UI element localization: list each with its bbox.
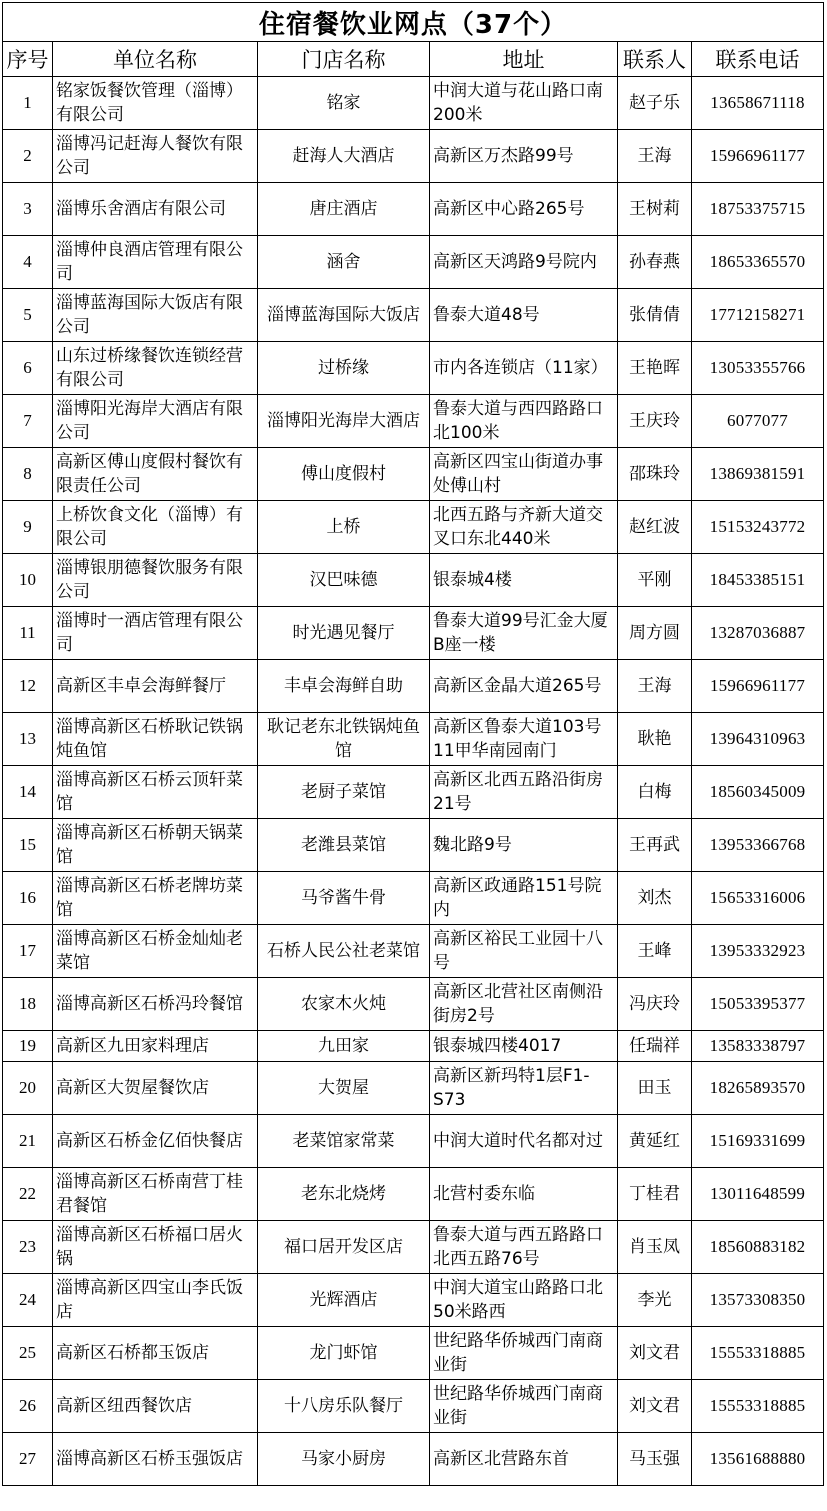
- cell-store-name: 马家小厨房: [258, 1433, 430, 1486]
- cell-no: 18: [3, 978, 53, 1031]
- cell-contact-person: 耿艳: [618, 713, 692, 766]
- cell-contact-person: 赵子乐: [618, 77, 692, 130]
- cell-store-name: 淄博蓝海国际大饭店: [258, 289, 430, 342]
- cell-no: 26: [3, 1380, 53, 1433]
- cell-no: 1: [3, 77, 53, 130]
- table-row: [3, 766, 824, 819]
- cell-store-name: 涵舍: [258, 236, 430, 289]
- table-row: [3, 77, 824, 130]
- cell-contact-person: 李光: [618, 1274, 692, 1327]
- cell-contact-person: 赵红波: [618, 501, 692, 554]
- table-row: [3, 501, 824, 554]
- cell-store-name: 时光遇见餐厅: [258, 607, 430, 660]
- cell-unit-name: 淄博高新区石桥金灿灿老菜馆: [53, 925, 258, 978]
- cell-contact-person: 刘文君: [618, 1380, 692, 1433]
- cell-phone: 15966961177: [692, 660, 824, 713]
- cell-unit-name: 高新区纽西餐饮店: [53, 1380, 258, 1433]
- cell-no: 21: [3, 1115, 53, 1168]
- cell-no: 9: [3, 501, 53, 554]
- cell-store-name: 淄博阳光海岸大酒店: [258, 395, 430, 448]
- header-unit-name: 单位名称: [53, 42, 258, 77]
- header-phone: 联系电话: [692, 42, 824, 77]
- table-row: [3, 660, 824, 713]
- cell-phone: 13953366768: [692, 819, 824, 872]
- cell-contact-person: 张倩倩: [618, 289, 692, 342]
- table-row: [3, 1221, 824, 1274]
- cell-unit-name: 淄博乐舍酒店有限公司: [53, 183, 258, 236]
- cell-unit-name: 淄博高新区四宝山李氏饭店: [53, 1274, 258, 1327]
- cell-address: 高新区北西五路沿街房21号: [430, 766, 618, 819]
- cell-contact-person: 王艳晖: [618, 342, 692, 395]
- cell-store-name: 老潍县菜馆: [258, 819, 430, 872]
- outlet-table: [2, 2, 824, 1486]
- cell-store-name: 汉巴味德: [258, 554, 430, 607]
- cell-contact-person: 马玉强: [618, 1433, 692, 1486]
- table-row: [3, 1168, 824, 1221]
- table-row: [3, 130, 824, 183]
- cell-phone: 13583338797: [692, 1031, 824, 1062]
- cell-address: 高新区金晶大道265号: [430, 660, 618, 713]
- cell-no: 10: [3, 554, 53, 607]
- cell-no: 27: [3, 1433, 53, 1486]
- cell-unit-name: 淄博蓝海国际大饭店有限公司: [53, 289, 258, 342]
- cell-contact-person: 肖玉凤: [618, 1221, 692, 1274]
- cell-address: 世纪路华侨城西门南商业街: [430, 1327, 618, 1380]
- cell-phone: 13561688880: [692, 1433, 824, 1486]
- cell-no: 3: [3, 183, 53, 236]
- header-no: 序号: [3, 42, 53, 77]
- cell-contact-person: 周方圆: [618, 607, 692, 660]
- table-row: [3, 607, 824, 660]
- cell-unit-name: 山东过桥缘餐饮连锁经营有限公司: [53, 342, 258, 395]
- cell-store-name: 老菜馆家常菜: [258, 1115, 430, 1168]
- cell-no: 17: [3, 925, 53, 978]
- cell-store-name: 赶海人大酒店: [258, 130, 430, 183]
- cell-unit-name: 高新区九田家料理店: [53, 1031, 258, 1062]
- table-row: [3, 1031, 824, 1062]
- cell-unit-name: 高新区石桥都玉饭店: [53, 1327, 258, 1380]
- cell-no: 16: [3, 872, 53, 925]
- cell-contact-person: 平刚: [618, 554, 692, 607]
- cell-contact-person: 王树莉: [618, 183, 692, 236]
- cell-address: 中润大道时代名都对过: [430, 1115, 618, 1168]
- cell-phone: 18265893570: [692, 1062, 824, 1115]
- cell-address: 鲁泰大道48号: [430, 289, 618, 342]
- cell-store-name: 光辉酒店: [258, 1274, 430, 1327]
- cell-phone: 13658671118: [692, 77, 824, 130]
- cell-phone: 15053395377: [692, 978, 824, 1031]
- cell-store-name: 唐庄酒店: [258, 183, 430, 236]
- cell-contact-person: 王海: [618, 660, 692, 713]
- document-sheet: [2, 2, 825, 1486]
- cell-address: 鲁泰大道与西五路路口北西五路76号: [430, 1221, 618, 1274]
- cell-store-name: 铭家: [258, 77, 430, 130]
- table-row: [3, 1274, 824, 1327]
- cell-address: 中润大道与花山路口南200米: [430, 77, 618, 130]
- cell-no: 13: [3, 713, 53, 766]
- cell-unit-name: 淄博冯记赶海人餐饮有限公司: [53, 130, 258, 183]
- cell-contact-person: 孙春燕: [618, 236, 692, 289]
- cell-no: 20: [3, 1062, 53, 1115]
- cell-store-name: 石桥人民公社老菜馆: [258, 925, 430, 978]
- cell-address: 世纪路华侨城西门南商业街: [430, 1380, 618, 1433]
- cell-address: 北西五路与齐新大道交叉口东北440米: [430, 501, 618, 554]
- table-row: [3, 448, 824, 501]
- cell-store-name: 丰卓会海鲜自助: [258, 660, 430, 713]
- cell-no: 7: [3, 395, 53, 448]
- cell-unit-name: 铭家饭餐饮管理（淄博）有限公司: [53, 77, 258, 130]
- cell-phone: 13964310963: [692, 713, 824, 766]
- cell-contact-person: 黄延红: [618, 1115, 692, 1168]
- table-row: [3, 554, 824, 607]
- cell-address: 高新区四宝山街道办事处傅山村: [430, 448, 618, 501]
- cell-unit-name: 淄博高新区石桥冯玲餐馆: [53, 978, 258, 1031]
- cell-contact-person: 刘杰: [618, 872, 692, 925]
- header-row: [3, 42, 824, 77]
- cell-address: 中润大道宝山路路口北50米路西: [430, 1274, 618, 1327]
- table-row: [3, 1327, 824, 1380]
- table-row: [3, 1380, 824, 1433]
- cell-no: 11: [3, 607, 53, 660]
- cell-no: 2: [3, 130, 53, 183]
- header-address: 地址: [430, 42, 618, 77]
- cell-no: 19: [3, 1031, 53, 1062]
- cell-contact-person: 刘文君: [618, 1327, 692, 1380]
- cell-address: 高新区鲁泰大道103号11甲华南园南门: [430, 713, 618, 766]
- cell-phone: 13953332923: [692, 925, 824, 978]
- header-contact-person: 联系人: [618, 42, 692, 77]
- cell-phone: 18453385151: [692, 554, 824, 607]
- cell-no: 22: [3, 1168, 53, 1221]
- cell-address: 鲁泰大道与西四路路口北100米: [430, 395, 618, 448]
- cell-no: 23: [3, 1221, 53, 1274]
- cell-phone: 15553318885: [692, 1327, 824, 1380]
- cell-contact-person: 田玉: [618, 1062, 692, 1115]
- cell-contact-person: 邵珠玲: [618, 448, 692, 501]
- cell-unit-name: 上桥饮食文化（淄博）有限公司: [53, 501, 258, 554]
- cell-address: 鲁泰大道99号汇金大厦B座一楼: [430, 607, 618, 660]
- cell-store-name: 福口居开发区店: [258, 1221, 430, 1274]
- cell-address: 市内各连锁店（11家）: [430, 342, 618, 395]
- table-body: [3, 77, 824, 1486]
- cell-store-name: 耿记老东北铁锅炖鱼馆: [258, 713, 430, 766]
- table-row: [3, 183, 824, 236]
- cell-store-name: 老东北烧烤: [258, 1168, 430, 1221]
- cell-no: 25: [3, 1327, 53, 1380]
- cell-address: 北营村委东临: [430, 1168, 618, 1221]
- cell-unit-name: 淄博高新区石桥玉强饭店: [53, 1433, 258, 1486]
- cell-phone: 15553318885: [692, 1380, 824, 1433]
- cell-store-name: 农家木火炖: [258, 978, 430, 1031]
- cell-address: 高新区北营社区南侧沿街房2号: [430, 978, 618, 1031]
- cell-unit-name: 淄博高新区石桥老牌坊菜馆: [53, 872, 258, 925]
- cell-phone: 13287036887: [692, 607, 824, 660]
- cell-store-name: 马爷酱牛骨: [258, 872, 430, 925]
- cell-no: 24: [3, 1274, 53, 1327]
- cell-unit-name: 淄博高新区石桥福口居火锅: [53, 1221, 258, 1274]
- cell-no: 5: [3, 289, 53, 342]
- cell-address: 高新区裕民工业园十八号: [430, 925, 618, 978]
- cell-no: 15: [3, 819, 53, 872]
- cell-phone: 15966961177: [692, 130, 824, 183]
- table-row: [3, 395, 824, 448]
- table-row: [3, 236, 824, 289]
- cell-contact-person: 白梅: [618, 766, 692, 819]
- cell-phone: 18653365570: [692, 236, 824, 289]
- cell-phone: 15153243772: [692, 501, 824, 554]
- cell-unit-name: 高新区丰卓会海鲜餐厅: [53, 660, 258, 713]
- header-store-name: 门店名称: [258, 42, 430, 77]
- cell-unit-name: 淄博高新区石桥朝天锅菜馆: [53, 819, 258, 872]
- table-row: [3, 925, 824, 978]
- cell-unit-name: 高新区大贺屋餐饮店: [53, 1062, 258, 1115]
- cell-unit-name: 淄博银朋德餐饮服务有限公司: [53, 554, 258, 607]
- cell-phone: 18560883182: [692, 1221, 824, 1274]
- table-row: [3, 1433, 824, 1486]
- cell-contact-person: 王海: [618, 130, 692, 183]
- cell-address: 银泰城四楼4017: [430, 1031, 618, 1062]
- table-row: [3, 978, 824, 1031]
- cell-store-name: 九田家: [258, 1031, 430, 1062]
- cell-no: 14: [3, 766, 53, 819]
- cell-unit-name: 淄博阳光海岸大酒店有限公司: [53, 395, 258, 448]
- cell-store-name: 过桥缘: [258, 342, 430, 395]
- cell-no: 6: [3, 342, 53, 395]
- cell-contact-person: 冯庆玲: [618, 978, 692, 1031]
- cell-phone: 18560345009: [692, 766, 824, 819]
- cell-phone: 6077077: [692, 395, 824, 448]
- cell-no: 8: [3, 448, 53, 501]
- cell-contact-person: 丁桂君: [618, 1168, 692, 1221]
- cell-phone: 15169331699: [692, 1115, 824, 1168]
- cell-no: 4: [3, 236, 53, 289]
- cell-unit-name: 淄博时一酒店管理有限公司: [53, 607, 258, 660]
- cell-store-name: 上桥: [258, 501, 430, 554]
- cell-address: 魏北路9号: [430, 819, 618, 872]
- table-row: [3, 289, 824, 342]
- cell-unit-name: 高新区傅山度假村餐饮有限责任公司: [53, 448, 258, 501]
- table-row: [3, 713, 824, 766]
- cell-store-name: 大贺屋: [258, 1062, 430, 1115]
- cell-store-name: 傅山度假村: [258, 448, 430, 501]
- cell-address: 高新区政通路151号院内: [430, 872, 618, 925]
- cell-address: 高新区新玛特1层F1-S73: [430, 1062, 618, 1115]
- cell-address: 高新区万杰路99号: [430, 130, 618, 183]
- table-title: 住宿餐饮业网点（37个）: [3, 3, 824, 42]
- cell-store-name: 十八房乐队餐厅: [258, 1380, 430, 1433]
- cell-phone: 13573308350: [692, 1274, 824, 1327]
- table-row: [3, 1115, 824, 1168]
- table-row: [3, 872, 824, 925]
- cell-contact-person: 任瑞祥: [618, 1031, 692, 1062]
- table-row: [3, 1062, 824, 1115]
- table-row: [3, 342, 824, 395]
- cell-address: 高新区中心路265号: [430, 183, 618, 236]
- cell-store-name: 老厨子菜馆: [258, 766, 430, 819]
- cell-unit-name: 淄博高新区石桥耿记铁锅炖鱼馆: [53, 713, 258, 766]
- cell-phone: 17712158271: [692, 289, 824, 342]
- cell-unit-name: 淄博高新区石桥云顶轩菜馆: [53, 766, 258, 819]
- cell-no: 12: [3, 660, 53, 713]
- cell-unit-name: 淄博仲良酒店管理有限公司: [53, 236, 258, 289]
- cell-contact-person: 王峰: [618, 925, 692, 978]
- cell-contact-person: 王再武: [618, 819, 692, 872]
- cell-phone: 13011648599: [692, 1168, 824, 1221]
- cell-phone: 18753375715: [692, 183, 824, 236]
- cell-contact-person: 王庆玲: [618, 395, 692, 448]
- cell-phone: 13869381591: [692, 448, 824, 501]
- cell-store-name: 龙门虾馆: [258, 1327, 430, 1380]
- cell-address: 高新区天鸿路9号院内: [430, 236, 618, 289]
- table-row: [3, 819, 824, 872]
- cell-unit-name: 高新区石桥金亿佰快餐店: [53, 1115, 258, 1168]
- cell-unit-name: 淄博高新区石桥南营丁桂君餐馆: [53, 1168, 258, 1221]
- cell-address: 高新区北营路东首: [430, 1433, 618, 1486]
- cell-phone: 15653316006: [692, 872, 824, 925]
- cell-phone: 13053355766: [692, 342, 824, 395]
- cell-address: 银泰城4楼: [430, 554, 618, 607]
